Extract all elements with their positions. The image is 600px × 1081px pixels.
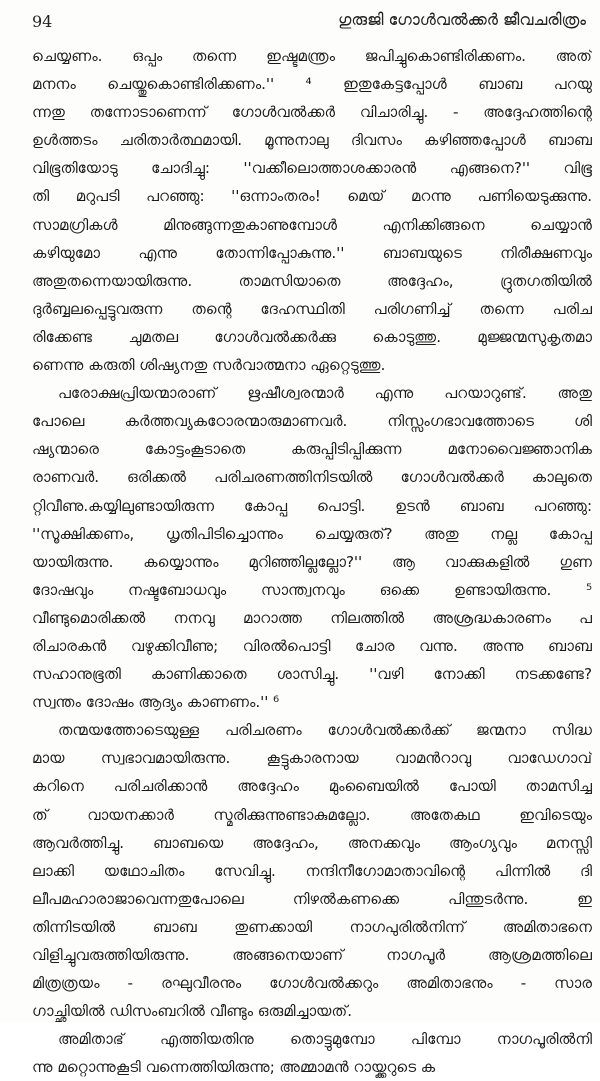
text-line: മനനം ചെയ്തുകൊണ്ടിരിക്കണം.'' ⁴ ഇതുകേട്ടപ്പോൾ ബാബ പറയു bbox=[32, 75, 592, 94]
text-line: മിത്രത്രയം - രഘുവീരനും ഗോൾവൽക്കറും അമിതാഭനും - സാര bbox=[32, 974, 592, 993]
text-line: വിഭൂതിയോടു ചോദിച്ചു: ''വക്കീലൊത്താശക്കാരൻ എങ്ങനെ?'' വിഭൂ bbox=[32, 159, 592, 178]
text-line: അതുതന്നെയായിരുന്നു. താമസിയാതെ അദ്ദേഹം, ദ്രുതഗതിയിൽ bbox=[32, 271, 592, 290]
text-line: ലാക്കി യഥോചിതം സേവിച്ചു. നന്ദിനീഗോമാതാവിന്റെ പിന്നിൽ ദി bbox=[32, 861, 592, 880]
text-line: സ്വന്തം ദോഷം ആദ്യം കാണണം.'' ⁶ bbox=[32, 693, 280, 712]
text-line: വീണ്ടുമൊരിക്കൽ നനവു മാറാത്ത നിലത്തിൽ അശ്രദ്ധകാരണം പ bbox=[32, 608, 592, 627]
text-line: ദുർബ്ബലപ്പെട്ടുവരുന്ന തന്റെ ദേഹസ്ഥിതി പരിഗണിച്ച് തന്നെ പരിച bbox=[32, 299, 592, 318]
body-text bbox=[32, 42, 592, 1081]
text-line: ചെയ്യണം. ഒപ്പം തന്നെ ഇഷ്ടമന്ത്രം ജപിച്ചുകൊണ്ടിരിക്കണം. അത് bbox=[32, 47, 592, 65]
text-line: ത് വായനക്കാർ സ്മരിക്കുന്നുണ്ടാകുമല്ലോ. അതേകഥ ഇവിടെയും bbox=[32, 805, 592, 824]
text-line: ന്നതു തന്നോടാണെന്ന് ഗോൾവൽക്കർ വിചാരിച്ചു. - അദ്ദേഹത്തിന്റെ bbox=[32, 103, 592, 122]
text-line: കറിനെ പരിചരിക്കാൻ അദ്ദേഹം മുംബൈയിൽ പോയി താമസിച്ച bbox=[32, 777, 592, 796]
text-line: ലീപമഹാരാജാവെന്നതുപോലെ നിഴൽകണക്കെ പിന്തുടർന്നു. ഇ bbox=[32, 889, 592, 908]
text-line: തിന്നിടയിൽ ബാബ തുണക്കായി നാഗപുരിൽനിന്ന് അമിതാഭനെ bbox=[32, 917, 592, 936]
text-line: യായിരുന്നു. കയ്യൊന്നും മുറിഞ്ഞില്ലല്ലോ?'' ആ വാക്കുകളിൽ ഗുണ bbox=[32, 552, 592, 571]
text-line: രിക്കേണ്ട ചുമതല ഗോൾവൽക്കർക്കു കൊടുത്തു. മുജ്ജന്മസുകൃതമാ bbox=[32, 327, 592, 346]
text-line: ദോഷവും നഷ്ടബോധവും സാന്ത്വനവും ഒക്കെ ഉണ്ടായിരുന്നു. ⁵ bbox=[32, 580, 592, 599]
page-header bbox=[32, 10, 586, 38]
text-line: സഹാനുഭൂതി കാണിക്കാതെ ശാസിച്ചു. ''വഴി നോക്കി നടക്കണ്ടേ? bbox=[32, 665, 592, 684]
text-line: ''സൂക്ഷിക്കണം, ധൃതിപിടിച്ചൊന്നും ചെയ്യരുത്? അതു നല്ല കോപ്പ bbox=[32, 524, 592, 543]
paragraph bbox=[32, 1025, 592, 1081]
text-line: വിളിച്ചുവരുത്തിയിരുന്നു. അങ്ങനെയാണ് നാഗപൂർ ആശ്രമത്തിലെ bbox=[32, 946, 592, 964]
text-line: രാണവർ. ഒരിക്കൽ പരിചരണത്തിനിടയിൽ ഗോൾവൽക്കർ കാലുതെ bbox=[32, 468, 592, 487]
text-line: പരോക്ഷപ്രിയന്മാരാണ് ഋഷീശ്വരന്മാർ എന്നു പറയാറുണ്ട്. അതു bbox=[58, 384, 592, 403]
paragraph bbox=[32, 716, 592, 1025]
text-line: അമിതാഭ് എത്തിയതിനു തൊട്ടുമുമ്പോ പിമ്പോ നാഗപൂരിൽനി bbox=[58, 1030, 592, 1049]
text-line: തന്മയത്തോടെയുള്ള പരിചരണം ഗോൾവൽക്കർക്ക് ജന്മനാ സിദ്ധ bbox=[58, 721, 592, 740]
text-line: ഗാച്ഛിയിൽ ഡിസംബറിൽ വീണ്ടും ഒരുമിച്ചായത്. bbox=[32, 1002, 352, 1021]
running-title: ഗുരുജി ഗോൾവൽക്കർ ജീവചരിത്രം bbox=[338, 10, 586, 29]
text-line: ണെന്നു കരുതി ശിഷ്യനതു സർവാത്മനാ ഏറ്റെടുത്തു. bbox=[32, 356, 386, 375]
text-line: ആവർത്തിച്ചു. ബാബയെ അദ്ദേഹം, അനക്കവും ആംഗ്യവും മനസ്സി bbox=[32, 833, 592, 852]
text-line: ന്നു മറ്റൊന്നുകൂടി വന്നെത്തിയിരുന്നു; അമ്മാമൻ റായ്ക്കറുടെ ക bbox=[32, 1058, 436, 1077]
text-line: മായ സ്വഭാവമായിരുന്നു. കൂട്ടുകാരനായ വാമൻറാവു വാഡേഗാവ് bbox=[32, 749, 592, 768]
page-number: 94 bbox=[32, 12, 53, 31]
text-line: റ്റിവീണു.കയ്യിലുണ്ടായിരുന്ന കോപ്പ പൊട്ടി. ഉടൻ ബാബ പറഞ്ഞു: bbox=[32, 496, 592, 515]
text-line: ഉൾത്തടം ചരിതാർത്ഥമായി. മൂന്നുനാലു ദിവസം കഴിഞ്ഞപ്പോൾ ബാബ bbox=[32, 131, 592, 150]
text-line: തി മറുപടി പറഞ്ഞു: ''ഒന്നാംതരം! മെയ് മറന്നു പണിയെടുക്കുന്നു. bbox=[32, 187, 592, 206]
paragraph bbox=[32, 379, 592, 716]
text-line: പോലെ കർത്തവ്യകഠോരന്മാരുമാണവർ. നിസ്സംഗഭാവത്തോടെ ശി bbox=[32, 412, 592, 431]
text-line: ഷ്യന്മാരെ കോട്ടംകൂടാതെ കരുപ്പിടിപ്പിക്കുന്ന മനോവൈജ്ഞാനിക bbox=[32, 440, 592, 459]
paragraph bbox=[32, 42, 592, 379]
text-line: സാമഗ്രികൾ മിനുങ്ങുന്നതുകാണുമ്പോൾ എനിക്കിങ്ങനെ ചെയ്യാൻ bbox=[32, 215, 592, 234]
text-line: രിചാരകൻ വഴുക്കിവീണു; വിരൽപൊട്ടി ചോര വന്നു. അന്നു ബാബ bbox=[32, 636, 592, 655]
text-line: കഴിയുമോ എന്നു തോന്നിപ്പോകുന്നു.'' ബാബയുടെ നിരീക്ഷണവും bbox=[32, 243, 592, 262]
